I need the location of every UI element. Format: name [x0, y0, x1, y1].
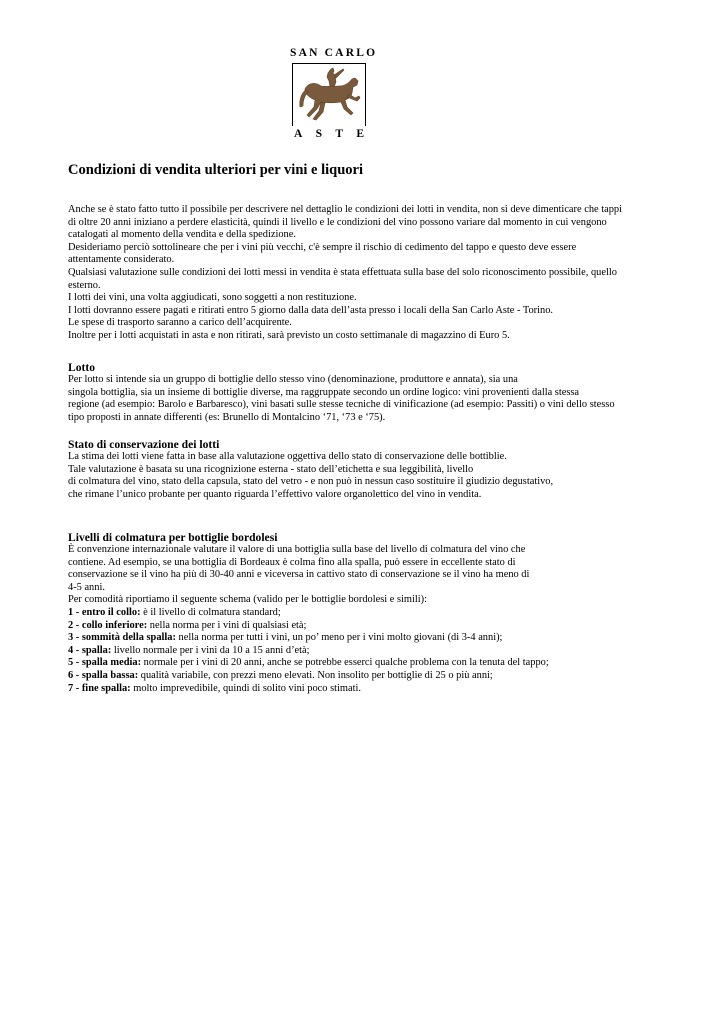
logo-letter: S — [315, 128, 323, 140]
lotto-section — [68, 361, 668, 424]
list-item — [68, 607, 668, 620]
logo-letter: E — [356, 128, 364, 140]
text-line: conservazione se il vino ha più di 30-40 anni e viceversa in cattivo stato di conservazione se il vino ha meno di — [68, 569, 530, 581]
list-item-label: 7 - fine spalla: — [68, 682, 131, 694]
text-line: Qualsiasi valutazione sulle condizioni dei lotti messi in vendita è stata effettuata sulla base del solo riconoscimento possibile, quello — [68, 266, 617, 278]
logo-top-text: SAN CARLO — [290, 47, 378, 59]
logo-letter: T — [335, 128, 344, 140]
horse-rider-icon — [297, 67, 361, 123]
text-line: Tale valutazione è basata su una ricognizione esterna - stato dell’etichetta e sua leggibilità, livello — [68, 463, 474, 475]
list-item-label: 1 - entro il collo: — [68, 606, 141, 618]
list-item-text: qualità variabile, con prezzi meno elevati. Non insolito per bottiglie di 25 o più anni; — [138, 669, 493, 681]
logo-frame — [292, 63, 366, 126]
list-item-text: nella norma per tutti i vini, un po’ meno per i vini molto giovani (di 3-4 anni); — [175, 632, 503, 644]
text-line: Le spese di trasporto saranno a carico dell’acquirente. — [68, 317, 292, 329]
list-item-text: è il livello di colmatura standard; — [140, 606, 281, 618]
logo-letter: A — [294, 128, 303, 140]
list-item-text: normale per i vini di 20 anni, anche se potrebbe esserci qualche problema con la tenuta del tappo; — [141, 657, 549, 669]
text-line: di oltre 20 anni iniziano a perdere elasticità, quindi il livello e le condizioni del vino possono variare dal momento in cui vengono — [68, 216, 607, 228]
list-item-text: livello normale per i vini da 10 a 15 anni d’età; — [111, 644, 310, 656]
list-item-label: 4 - spalla: — [68, 644, 112, 656]
list-item-label: 6 - spalla bassa: — [68, 669, 139, 681]
list-item — [68, 657, 668, 670]
text-line: tipo proposti in annate differenti (es: Brunello di Montalcino ‘71, ‘73 e ‘75). — [68, 411, 386, 423]
text-line: regione (ad esempio: Barolo e Barbaresco), vini basati sulle stesse tecniche di vinificazione (ad esempio: Passiti) o vini dello stesso — [68, 399, 615, 411]
intro-paragraph — [68, 204, 668, 343]
page-title: Condizioni di vendita ulteriori per vini e liquori — [68, 162, 363, 178]
text-line: esterno. — [68, 279, 101, 291]
text-line: singola bottiglia, sia un insieme di bottiglie diverse, ma raggruppate secondo un ordine logico: vini provenienti dalla stessa — [68, 386, 580, 398]
text-line: Per comodità riportiamo il seguente schema (valido per le bottiglie bordolesi e simili): — [68, 594, 427, 606]
section-heading-lotto: Lotto — [68, 361, 96, 374]
list-item-text: nella norma per i vini di qualsiasi età; — [147, 619, 307, 631]
list-item — [68, 620, 668, 633]
logo-bottom-letters — [290, 127, 368, 141]
text-line: È convenzione internazionale valutare il valore di una bottiglia sulla base del livello di colmatura del vino che — [68, 544, 526, 555]
list-item — [68, 683, 668, 696]
list-item-text: molto imprevedibile, quindi di solito vini poco stimati. — [130, 682, 361, 694]
text-line: attentamente considerato. — [68, 254, 175, 266]
section-heading-livelli: Livelli di colmatura per bottiglie bordolesi — [68, 531, 278, 544]
list-item-label: 2 - collo inferiore: — [68, 619, 148, 631]
list-item-label: 5 - spalla media: — [68, 657, 142, 669]
text-line: Anche se è stato fatto tutto il possibile per descrivere nel dettaglio le condizioni dei lotti in vendita, non si deve dimenticare che tappi — [68, 204, 623, 215]
san-carlo-aste-logo — [290, 47, 378, 143]
text-line: Inoltre per i lotti acquistati in asta e non ritirati, sarà previsto un costo settimanale di magazzino di Euro 5. — [68, 329, 510, 341]
livelli-section — [68, 531, 668, 695]
text-line: di colmatura del vino, stato della capsula, stato del vetro - e non può in nessun caso sostituire il giudizio degustativo, — [68, 476, 554, 488]
list-item — [68, 645, 668, 658]
text-line: contiene. Ad esempio, se una bottiglia di Bordeaux è colma fino alla spalla, può essere in eccellente stato di — [68, 556, 516, 568]
list-item — [68, 670, 668, 683]
list-item — [68, 632, 668, 645]
stato-section — [68, 438, 668, 501]
list-item-label: 3 - sommità della spalla: — [68, 632, 176, 644]
text-line: Desideriamo perciò sottolineare che per i vini più vecchi, c'è sempre il rischio di cedimento del tappo e questo deve essere — [68, 241, 577, 253]
text-line: 4-5 anni. — [68, 581, 105, 593]
text-line: I lotti dovranno essere pagati e ritirati entro 5 giorno dalla data dell’asta presso i locali della San Carlo Aste - Torino. — [68, 304, 553, 316]
text-line: catalogati al momento della vendita e della spedizione. — [68, 229, 296, 241]
text-line: La stima dei lotti viene fatta in base alla valutazione oggettiva dello stato di conservazione delle bottiblie. — [68, 451, 507, 462]
section-heading-stato: Stato di conservazione dei lotti — [68, 438, 220, 451]
text-line: Per lotto si intende sia un gruppo di bottiglie dello stesso vino (denominazione, produttore e annata), sia una — [68, 374, 518, 385]
text-line: che rimane l’unico probante per quanto riguarda l’effettivo valore organolettico del vino in vendita. — [68, 488, 482, 500]
text-line: I lotti dei vini, una volta aggiudicati, sono soggetti a non restituzione. — [68, 292, 357, 304]
